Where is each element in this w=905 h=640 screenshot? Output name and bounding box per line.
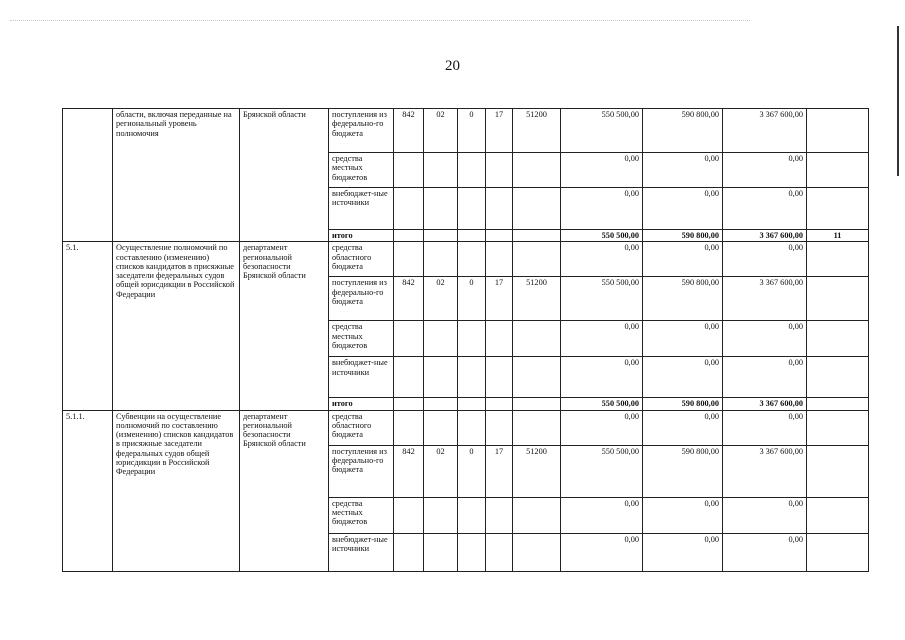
funding-source: поступления из федерально-го бюджета — [329, 445, 394, 497]
code-program: 17 — [486, 109, 513, 153]
funding-source: внебюджет-ные источники — [329, 533, 394, 571]
funding-source: итого — [329, 398, 394, 410]
code-section — [424, 230, 458, 242]
code-section — [424, 321, 458, 357]
budget-table — [62, 108, 869, 572]
code-subsection — [458, 188, 486, 230]
amount-total: 3 367 600,00 — [723, 398, 807, 410]
measure-name: Субвенции на осуществление полномочий по составлению (изменению) списков кандидатов в присяжные заседатели федеральных судов общей юрисдикции в Российской Федерации — [113, 410, 240, 571]
code-program — [486, 321, 513, 357]
code-subsection — [458, 533, 486, 571]
row-code — [63, 109, 113, 242]
code-program — [486, 357, 513, 398]
code-section — [424, 398, 458, 410]
measure-name: Осуществление полномочий по составлению (изменению) списков кандидатов в присяжные заседатели федеральных судов общей юрисдикции в Российской Федерации — [113, 242, 240, 410]
code-target: 51200 — [513, 277, 561, 321]
code-subsection — [458, 497, 486, 533]
amount-year-1: 0,00 — [561, 188, 643, 230]
code-subsection — [458, 357, 486, 398]
code-section — [424, 410, 458, 445]
indicator-ref — [807, 410, 869, 445]
code-program — [486, 188, 513, 230]
amount-year-1: 0,00 — [561, 321, 643, 357]
amount-year-1: 550 500,00 — [561, 109, 643, 153]
amount-year-2: 590 800,00 — [643, 445, 723, 497]
code-target — [513, 321, 561, 357]
code-target — [513, 497, 561, 533]
amount-year-2: 0,00 — [643, 321, 723, 357]
amount-year-1: 0,00 — [561, 533, 643, 571]
funding-source: средства местных бюджетов — [329, 321, 394, 357]
code-grbs — [394, 410, 424, 445]
table-row — [63, 410, 869, 445]
code-section — [424, 533, 458, 571]
amount-total: 3 367 600,00 — [723, 109, 807, 153]
code-target: 51200 — [513, 109, 561, 153]
indicator-ref — [807, 277, 869, 321]
amount-year-1: 0,00 — [561, 153, 643, 188]
amount-year-2: 590 800,00 — [643, 230, 723, 242]
indicator-ref: 11 — [807, 230, 869, 242]
amount-total: 0,00 — [723, 242, 807, 277]
amount-year-1: 0,00 — [561, 410, 643, 445]
scan-edge-mark — [897, 26, 899, 176]
code-section: 02 — [424, 109, 458, 153]
code-grbs — [394, 497, 424, 533]
code-subsection: 0 — [458, 109, 486, 153]
code-target — [513, 230, 561, 242]
funding-source: итого — [329, 230, 394, 242]
funding-source: средства местных бюджетов — [329, 153, 394, 188]
amount-year-1: 0,00 — [561, 357, 643, 398]
amount-total: 0,00 — [723, 188, 807, 230]
row-code: 5.1.1. — [63, 410, 113, 571]
table-row — [63, 242, 869, 277]
code-grbs — [394, 188, 424, 230]
amount-year-2: 0,00 — [643, 242, 723, 277]
code-target — [513, 153, 561, 188]
code-target — [513, 410, 561, 445]
amount-year-2: 0,00 — [643, 357, 723, 398]
code-subsection — [458, 230, 486, 242]
amount-year-2: 0,00 — [643, 153, 723, 188]
indicator-ref — [807, 188, 869, 230]
code-target — [513, 188, 561, 230]
funding-source: поступления из федерально-го бюджета — [329, 109, 394, 153]
code-section — [424, 188, 458, 230]
funding-source: внебюджет-ные источники — [329, 357, 394, 398]
code-program — [486, 242, 513, 277]
amount-year-1: 0,00 — [561, 242, 643, 277]
amount-total: 0,00 — [723, 357, 807, 398]
indicator-ref — [807, 398, 869, 410]
amount-year-2: 590 800,00 — [643, 109, 723, 153]
code-section: 02 — [424, 445, 458, 497]
page-number: 20 — [445, 58, 460, 74]
indicator-ref — [807, 497, 869, 533]
amount-total: 0,00 — [723, 321, 807, 357]
code-subsection — [458, 398, 486, 410]
code-program — [486, 533, 513, 571]
code-section — [424, 357, 458, 398]
code-program — [486, 153, 513, 188]
code-grbs — [394, 242, 424, 277]
code-section — [424, 497, 458, 533]
amount-year-1: 550 500,00 — [561, 230, 643, 242]
amount-total: 3 367 600,00 — [723, 445, 807, 497]
amount-total: 0,00 — [723, 497, 807, 533]
code-grbs: 842 — [394, 445, 424, 497]
amount-year-2: 590 800,00 — [643, 277, 723, 321]
code-program — [486, 497, 513, 533]
indicator-ref — [807, 357, 869, 398]
scan-artifact-line — [10, 20, 750, 21]
executor-name: Брянской области — [240, 109, 329, 242]
executor-name: департамент региональной безопасности Брянской области — [240, 410, 329, 571]
code-section — [424, 242, 458, 277]
amount-year-2: 0,00 — [643, 188, 723, 230]
indicator-ref — [807, 445, 869, 497]
code-subsection — [458, 242, 486, 277]
code-grbs — [394, 398, 424, 410]
funding-source: внебюджет-ные источники — [329, 188, 394, 230]
code-target — [513, 357, 561, 398]
indicator-ref — [807, 153, 869, 188]
code-grbs — [394, 533, 424, 571]
amount-year-2: 0,00 — [643, 497, 723, 533]
amount-year-2: 0,00 — [643, 533, 723, 571]
amount-year-2: 0,00 — [643, 410, 723, 445]
code-target: 51200 — [513, 445, 561, 497]
amount-total: 3 367 600,00 — [723, 277, 807, 321]
code-program: 17 — [486, 277, 513, 321]
code-subsection — [458, 321, 486, 357]
indicator-ref — [807, 321, 869, 357]
code-subsection: 0 — [458, 445, 486, 497]
amount-total: 0,00 — [723, 153, 807, 188]
funding-source: средства областного бюджета — [329, 410, 394, 445]
amount-year-2: 590 800,00 — [643, 398, 723, 410]
amount-total: 0,00 — [723, 410, 807, 445]
funding-source: средства областного бюджета — [329, 242, 394, 277]
indicator-ref — [807, 533, 869, 571]
code-program — [486, 398, 513, 410]
code-program — [486, 410, 513, 445]
row-code: 5.1. — [63, 242, 113, 410]
amount-year-1: 0,00 — [561, 497, 643, 533]
table-row — [63, 109, 869, 153]
code-grbs — [394, 153, 424, 188]
code-section — [424, 153, 458, 188]
code-grbs: 842 — [394, 277, 424, 321]
indicator-ref — [807, 242, 869, 277]
code-subsection — [458, 153, 486, 188]
funding-source: средства местных бюджетов — [329, 497, 394, 533]
amount-year-1: 550 500,00 — [561, 398, 643, 410]
amount-year-1: 550 500,00 — [561, 445, 643, 497]
code-target — [513, 533, 561, 571]
executor-name: департамент региональной безопасности Брянской области — [240, 242, 329, 410]
code-target — [513, 242, 561, 277]
measure-name: области, включая переданные на региональный уровень полномочия — [113, 109, 240, 242]
amount-year-1: 550 500,00 — [561, 277, 643, 321]
code-section: 02 — [424, 277, 458, 321]
funding-source: поступления из федерально-го бюджета — [329, 277, 394, 321]
amount-total: 3 367 600,00 — [723, 230, 807, 242]
code-program: 17 — [486, 445, 513, 497]
amount-total: 0,00 — [723, 533, 807, 571]
code-grbs — [394, 321, 424, 357]
code-grbs — [394, 230, 424, 242]
code-subsection: 0 — [458, 277, 486, 321]
indicator-ref — [807, 109, 869, 153]
code-program — [486, 230, 513, 242]
code-grbs — [394, 357, 424, 398]
code-subsection — [458, 410, 486, 445]
code-grbs: 842 — [394, 109, 424, 153]
code-target — [513, 398, 561, 410]
